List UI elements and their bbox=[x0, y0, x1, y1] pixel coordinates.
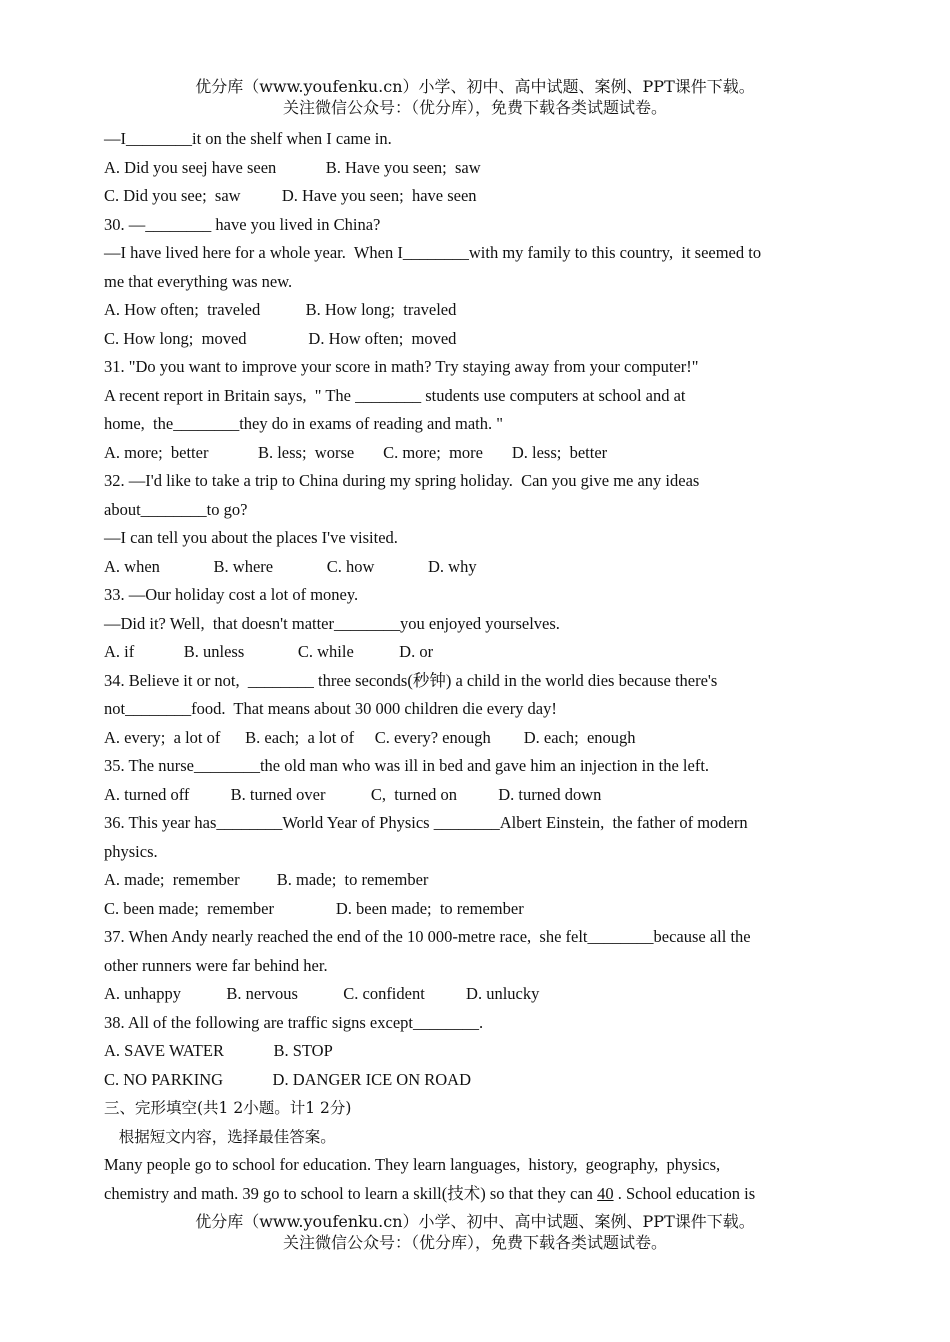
text-line: 31. "Do you want to improve your score in math? Try staying away from your computer!" bbox=[104, 357, 699, 376]
section-title: 三、完形填空(共1 2小题。计1 2分) bbox=[104, 1099, 352, 1117]
text-line: 35. The nurse________the old man who was ill in bed and gave him an injection in the left. bbox=[104, 756, 710, 775]
text-line: A. SAVE WATER B. STOP bbox=[104, 1041, 333, 1060]
text-line: 38. All of the following are traffic signs except________. bbox=[104, 1012, 484, 1032]
text-line: —I________it on the shelf when I came in. bbox=[104, 129, 392, 148]
text-line: home, the________they do in exams of reading and math. " bbox=[104, 414, 503, 433]
text-line: 34. Believe it or not, ________ three seconds(秒钟) a child in the world dies because there's bbox=[104, 670, 718, 690]
text-line: physics. bbox=[104, 841, 158, 861]
passage-line-2 bbox=[104, 1180, 844, 1209]
text-line: C. Did you see; saw D. Have you seen; have seen bbox=[104, 186, 477, 205]
text-line: —I can tell you about the places I've visited. bbox=[104, 528, 398, 547]
text-line: A. How often; traveled B. How long; traveled bbox=[104, 300, 457, 319]
header-line-1: 优分库（www.youfenku.cn）小学、初中、高中试题、案例、PPT课件下载。 bbox=[195, 77, 755, 96]
header-line-2: 关注微信公众号：（优分库），免费下载各类试题试卷。 bbox=[282, 98, 667, 117]
footer-line-2: 关注微信公众号：（优分库），免费下载各类试题试卷。 bbox=[282, 1233, 667, 1252]
blank-40: 40 bbox=[597, 1183, 614, 1203]
text-line: —Did it? Well, that doesn't matter________you enjoyed yourselves. bbox=[104, 613, 560, 633]
page-header bbox=[0, 76, 950, 118]
text-line: other runners were far behind her. bbox=[104, 955, 328, 975]
question-content bbox=[104, 125, 844, 1208]
text-line: A. more; better B. less; worse C. more; more D. less; better bbox=[104, 442, 608, 462]
text-line: me that everything was new. bbox=[104, 271, 293, 291]
text-line: A. if B. unless C. while D. or bbox=[104, 642, 434, 661]
text-line: 33. —Our holiday cost a lot of money. bbox=[104, 585, 359, 604]
text-line: A. turned off B. turned over C, turned on D. turned down bbox=[104, 784, 602, 804]
footer-line-1: 优分库（www.youfenku.cn）小学、初中、高中试题、案例、PPT课件下载。 bbox=[195, 1212, 755, 1231]
text-line: —I have lived here for a whole year. When I________with my family to this country, it seemed to bbox=[104, 243, 762, 262]
text-line: A. every; a lot of B. each; a lot of C. every? enough D. each; enough bbox=[104, 727, 636, 747]
text-line: C. NO PARKING D. DANGER ICE ON ROAD bbox=[104, 1069, 471, 1089]
page-footer bbox=[0, 1211, 950, 1253]
text-line: not________food. That means about 30 000 children die every day! bbox=[104, 699, 557, 718]
text-line: A. made; remember B. made; to remember bbox=[104, 870, 429, 889]
text-line: about________to go? bbox=[104, 499, 248, 519]
text-line: 30. —________ have you lived in China? bbox=[104, 214, 381, 234]
text-line: A. unhappy B. nervous C. confident D. unlucky bbox=[104, 984, 540, 1003]
text-line: A. Did you seej have seen B. Have you seen; saw bbox=[104, 157, 481, 177]
text-line: 36. This year has________World Year of Physics ________Albert Einstein, the father of modern bbox=[104, 813, 748, 832]
section-instruction: 根据短文内容，选择最佳答案。 bbox=[104, 1127, 336, 1146]
text-line: A recent report in Britain says, " The ________ students use computers at school and at bbox=[104, 385, 686, 405]
text-line: 37. When Andy nearly reached the end of the 10 000-metre race, she felt________because all the bbox=[104, 927, 751, 946]
text-line: C. been made; remember D. been made; to remember bbox=[104, 898, 524, 918]
passage-line-1: Many people go to school for education. They learn languages, history, geography, physics, bbox=[104, 1155, 721, 1174]
text-line: C. How long; moved D. How often; moved bbox=[104, 328, 457, 348]
passage-text: chemistry and math. 39 go to school to learn a skill(技术) so that they can bbox=[104, 1183, 598, 1203]
text-line: 32. —I'd like to take a trip to China during my spring holiday. Can you give me any ideas bbox=[104, 471, 700, 490]
passage-text: . School education is bbox=[613, 1183, 756, 1203]
text-line: A. when B. where C. how D. why bbox=[104, 556, 477, 576]
